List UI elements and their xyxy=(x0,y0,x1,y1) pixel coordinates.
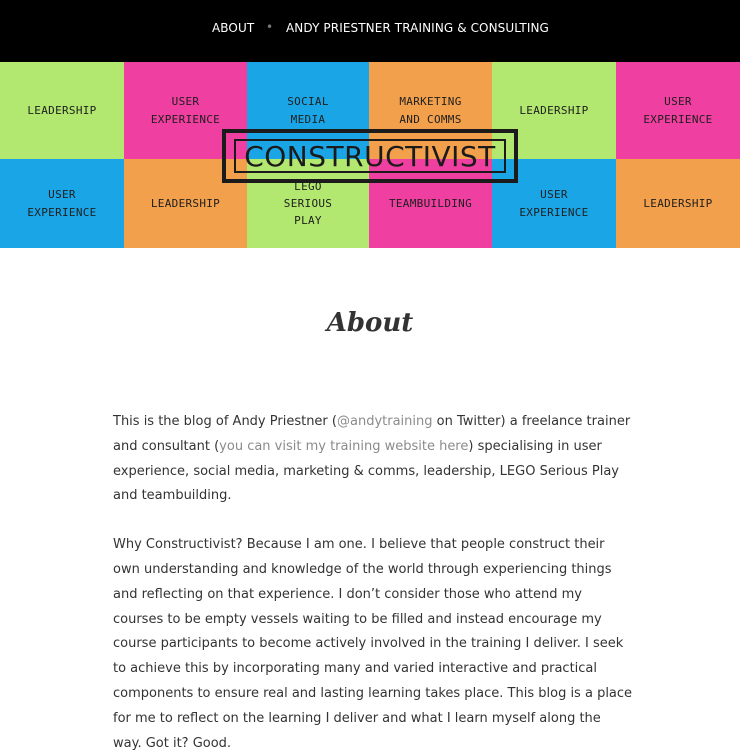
training-website-link[interactable]: you can visit my training website here xyxy=(219,438,469,454)
sticky-note: USER EXPERIENCE xyxy=(492,159,616,248)
nav-link-about[interactable]: ABOUT xyxy=(212,21,255,35)
intro-text-middle: on Twitter) a freelance trainer and consultant ( xyxy=(113,414,631,454)
site-title[interactable]: CONSTRUCTIVIST xyxy=(244,139,496,173)
sticky-note: USER EXPERIENCE xyxy=(0,159,124,248)
nav-link-training-consulting[interactable]: ANDY PRIESTNER TRAINING & CONSULTING xyxy=(286,21,549,35)
intro-text-end: ) specialising in user experience, social media, marketing & comms, leadership, LEGO Serious Play and teambuilding. xyxy=(113,438,619,504)
sticky-note: MARKETING AND COMMS xyxy=(369,62,492,159)
why-constructivist-paragraph: Why Constructivist? Because I am one. I believe that people construct their own understanding and knowledge of the world through experiencing things and reflecting on that experience. I don’t consider those who attend my courses to be empty vessels waiting to be filled and instead encourage my course participants to become actively involved in the training I deliver. I seek to achieve this by incorporating many and varied interactive and practical components to ensure real and lasting learning takes place. This blog is a place for me to reflect on the learning I deliver and what I learn myself along the way. Got it? Good. xyxy=(113,537,633,751)
nav-separator: • xyxy=(266,20,274,34)
header-banner[interactable] xyxy=(0,62,740,248)
intro-paragraph xyxy=(113,410,633,509)
page-title: About xyxy=(326,308,414,338)
twitter-handle-link[interactable]: @andytraining xyxy=(336,414,433,429)
entry-content xyxy=(113,410,633,756)
sticky-note: LEADERSHIP xyxy=(616,159,740,248)
sticky-note: USER EXPERIENCE xyxy=(616,62,740,159)
site-title-frame[interactable] xyxy=(222,129,518,183)
sticky-note: LEADERSHIP xyxy=(124,159,247,248)
sticky-note: LEGO SERIOUS PLAY xyxy=(247,159,369,248)
sticky-note: LEADERSHIP xyxy=(492,62,616,159)
top-navigation xyxy=(0,0,740,62)
sticky-note: USER EXPERIENCE xyxy=(124,62,247,159)
sticky-note: SOCIAL MEDIA xyxy=(247,62,369,159)
intro-text-start: This is the blog of Andy Priestner ( xyxy=(113,414,337,429)
sticky-note: TEAMBUILDING xyxy=(369,159,492,248)
sticky-note: LEADERSHIP xyxy=(0,62,124,159)
